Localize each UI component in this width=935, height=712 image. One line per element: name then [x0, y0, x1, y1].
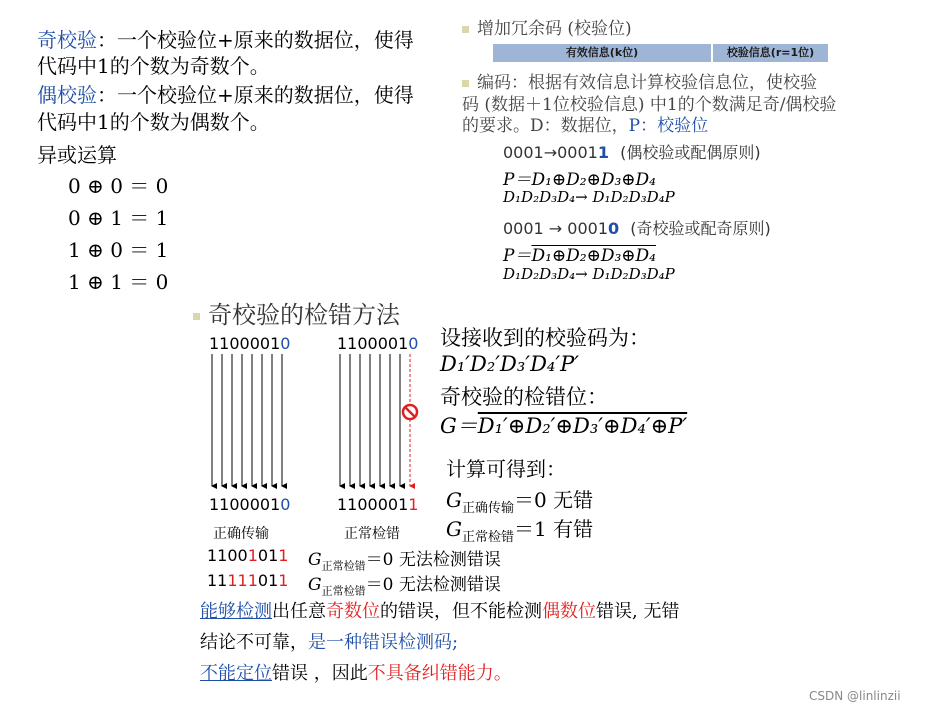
conclusion-line2	[200, 628, 458, 654]
arrow-group-b	[340, 354, 400, 486]
calc-label: 计算可得到：	[446, 457, 566, 481]
g-symbol: G	[308, 550, 322, 570]
diagram-a-bottom	[209, 495, 290, 514]
case-result-text: ＝0 无法检测错误	[365, 550, 501, 570]
code-parity-bit: 0	[280, 334, 291, 353]
encoding-line2: 码 (数据＋1位校验信息) 中1的个数满足奇/偶校验	[462, 95, 837, 115]
conclusion-text: 错误 ，因此	[272, 663, 368, 684]
code-part: 11	[207, 571, 228, 590]
code-main: 1100001	[209, 334, 281, 353]
case-result-text: ＝0 无法检测错误	[365, 575, 501, 595]
xor-row: 1 ⊕ 0 ＝ 1	[68, 238, 169, 262]
odd-formula-bar: D₁⊕D₂⊕D₃⊕D₄	[531, 246, 656, 266]
g-prefix: G＝	[440, 414, 478, 438]
transmission-arrows	[200, 352, 425, 492]
g-bar-expression: D₁′⊕D₂′⊕D₃′⊕D₄′⊕P′	[477, 414, 688, 438]
odd-parity-def	[37, 24, 414, 53]
code-main: 1100001	[337, 334, 409, 353]
code-error-part: 1	[247, 546, 258, 565]
no-entry-icon	[403, 405, 417, 419]
g-subscript: 正常检错	[321, 584, 366, 598]
g-symbol: G	[446, 488, 462, 512]
g-subscript: 正确传输	[461, 501, 514, 516]
case2-code	[207, 571, 288, 590]
xor-row: 0 ⊕ 0 ＝ 0	[68, 174, 169, 198]
even-code-bit: 1	[597, 143, 609, 162]
code-error-part: 1	[278, 546, 289, 565]
even-parity-text: ：一个校验位+原来的数据位，使得	[97, 83, 414, 107]
code-part: 01	[257, 546, 279, 565]
xor-row: 0 ⊕ 1 ＝ 1	[68, 206, 169, 230]
even-parity-term: 偶校验	[37, 83, 97, 107]
odd-formula-p: P＝	[503, 246, 532, 266]
even-code-data: 0001→0001	[503, 143, 598, 162]
arrow-group-a	[212, 354, 282, 486]
can-detect-text: 能够检测	[200, 601, 272, 622]
encoding-line3	[462, 111, 708, 136]
diagram-b-top	[337, 334, 418, 353]
even-mapping: D₁D₂D₃D₄→ D₁D₂D₃D₄P	[503, 188, 675, 206]
odd-mapping: D₁D₂D₃D₄→ D₁D₂D₃D₄P	[503, 265, 675, 283]
g-symbol: G	[446, 517, 462, 541]
code-part: 01	[257, 571, 279, 590]
cannot-locate-text: 不能定位	[200, 663, 272, 684]
code-parity-bit: 0	[408, 334, 419, 353]
odd-parity-def-line2: 代码中1的个数为奇数个。	[37, 54, 270, 78]
conclusion-line1	[200, 597, 679, 623]
check-bits-bar: 校验信息(r=1位)	[713, 44, 828, 62]
g-result-text: ＝1 有错	[514, 517, 594, 541]
conclusion-line3	[200, 659, 512, 685]
bullet-icon	[462, 26, 469, 33]
code-error-part: 1	[278, 571, 289, 590]
code-error-bit: 1	[408, 495, 419, 514]
odd-code-example	[503, 216, 771, 239]
even-code-note: (偶校验或配偶原则)	[620, 143, 761, 162]
odd-code-data: 0001 → 0001	[503, 219, 609, 238]
conclusion-text: 结论不可靠，	[200, 632, 308, 653]
g-error-result	[446, 513, 593, 545]
method-title-text: 奇校验的检错方法	[208, 301, 400, 329]
odd-bits-text: 奇数位	[326, 601, 380, 622]
no-correction-text: 不具备纠错能力。	[367, 663, 512, 684]
code-main: 1100001	[337, 495, 409, 514]
watermark: CSDN @linlinzii	[809, 689, 901, 703]
odd-parity-term: 奇校验	[37, 28, 97, 52]
encoding-line3-p: P：校验位	[628, 116, 709, 136]
bullet-redundancy-text: 增加冗余码 (校验位)	[477, 19, 632, 39]
g-symbol: G	[308, 575, 322, 595]
detection-code-text: 是一种错误检测码;	[308, 632, 459, 653]
encoding-line3-text: 的要求。D：数据位，	[462, 116, 629, 136]
info-bits-bar: 有效信息(k位)	[493, 44, 711, 62]
odd-code-bit: 0	[608, 219, 620, 238]
diagram-b-bottom	[337, 495, 418, 514]
odd-formula	[503, 241, 656, 266]
conclusion-text: 出任意	[272, 601, 326, 622]
g-subscript: 正常检错	[461, 530, 514, 545]
method-title	[193, 295, 400, 330]
encoding-line1: 编码：根据有效信息计算校验信息位，使校验	[477, 73, 817, 93]
conclusion-text: 的错误，但不能检测	[380, 601, 542, 622]
diagram-a-caption: 正确传输	[213, 526, 269, 542]
received-code: D₁′D₂′D₃′D₄′P′	[440, 352, 579, 376]
check-bit-formula	[440, 410, 687, 440]
code-main: 1100001	[209, 495, 281, 514]
diagram-b-caption: 正常检错	[344, 526, 400, 542]
even-code-example	[503, 140, 761, 163]
bullet-icon	[193, 313, 200, 320]
even-formula: P＝D₁⊕D₂⊕D₃⊕D₄	[503, 170, 656, 190]
code-error-part: 111	[227, 571, 258, 590]
xor-row: 1 ⊕ 1 ＝ 0	[68, 270, 169, 294]
case1-code	[207, 546, 288, 565]
received-code-label: 设接收到的校验码为：	[440, 326, 650, 350]
check-bit-label: 奇校验的检错位：	[440, 385, 608, 409]
bullet-icon	[462, 80, 469, 87]
diagram-a-top	[209, 334, 290, 353]
case2-result	[308, 570, 501, 598]
code-part: 1100	[207, 546, 248, 565]
code-parity-bit: 0	[280, 495, 291, 514]
xor-title: 异或运算	[37, 143, 117, 167]
even-parity-def-line2: 代码中1的个数为偶数个。	[37, 110, 270, 134]
g-subscript: 正常检错	[321, 559, 366, 573]
even-bits-text: 偶数位	[542, 601, 596, 622]
odd-code-note: (奇校验或配奇原则)	[630, 219, 771, 238]
even-parity-def	[37, 79, 414, 108]
odd-parity-text: ：一个校验位+原来的数据位，使得	[97, 28, 414, 52]
bullet-redundancy	[462, 14, 632, 39]
g-result-text: ＝0 无错	[514, 488, 594, 512]
conclusion-text: 错误, 无错	[596, 601, 680, 622]
g-correct-result	[446, 484, 593, 516]
